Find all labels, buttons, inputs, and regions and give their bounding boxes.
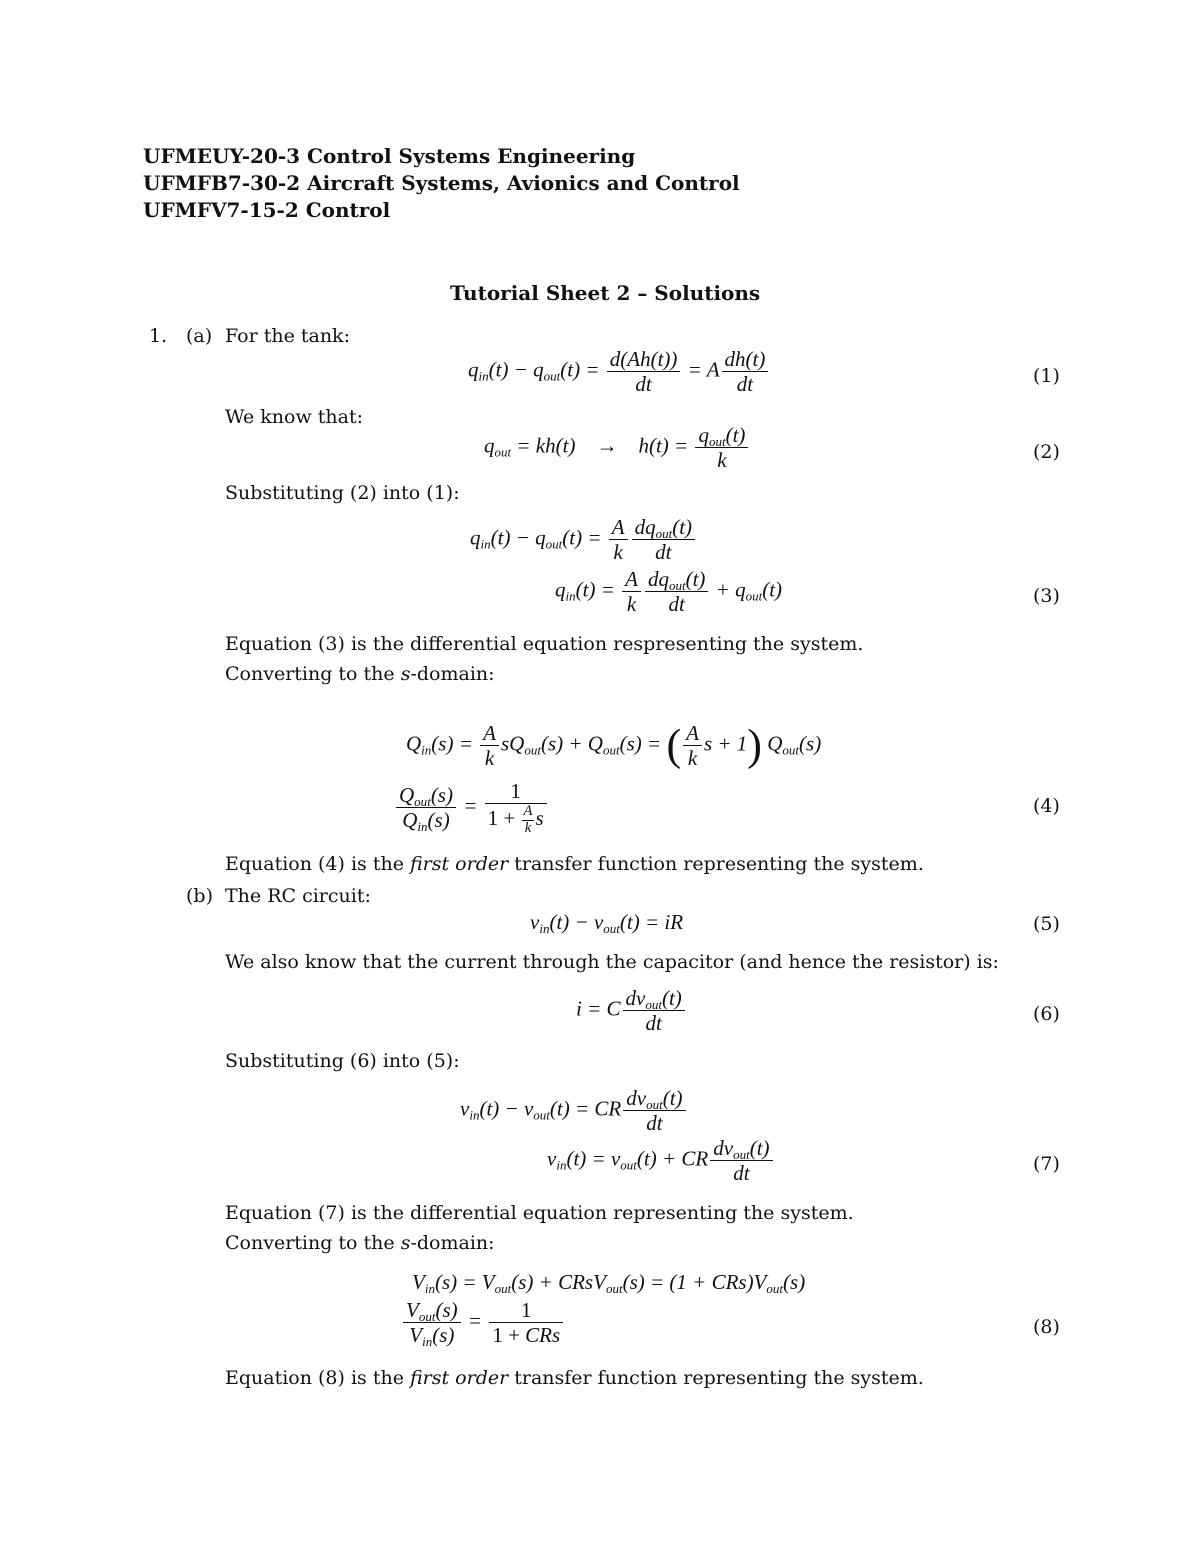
part-b-intro: The RC circuit: <box>225 885 371 907</box>
equation-6: i = C $\frac{dv_{out}(t)}{dt}$ <box>576 986 687 1035</box>
part-a-know: We know that: <box>225 406 363 428</box>
question-number: 1. <box>149 325 168 347</box>
equation-number-5: (5) <box>1033 913 1060 935</box>
equation-4a: $Q_{in}(s)$ = $\frac{A}{k}$ $sQ_{out}(s) + Q_{out}(s)$ = ( $\frac{A}{k}$ s + 1) $Q_{out}(s)$ <box>406 720 822 771</box>
equation-7a: $v_{in}(t) - v_{out}(t)$ = CR $\frac{dv_{out}(t)}{dt}$ <box>460 1086 688 1135</box>
part-b-convert: Converting to the s-domain: <box>225 1232 495 1254</box>
part-b-current-note: We also know that the current through the capacitor (and hence the resistor) is: <box>225 951 999 973</box>
equation-8b: $\frac{V_{out}(s)}{V_{in}(s)}$ = $\frac{1}{\text{1 + CRs}}$ <box>401 1298 565 1347</box>
equation-number-7: (7) <box>1033 1153 1060 1175</box>
course-code-2: UFMFB7-30-2 Aircraft Systems, Avionics and Control <box>143 171 740 195</box>
part-b-diff-note: Equation (7) is the differential equation representing the system. <box>225 1202 854 1224</box>
part-a-convert: Converting to the s-domain: <box>225 663 495 685</box>
equation-3a: $q_{in}(t) - q_{out}(t)$ = $\frac{A}{k}$ $\frac{dq_{out}(t)}{dt}$ <box>470 515 697 564</box>
equation-4b: $\frac{Q_{out}(s)}{Q_{in}(s)}$ = 1 1 + $\frac{A}{k}$ s <box>394 779 549 836</box>
equation-number-3: (3) <box>1033 585 1060 607</box>
equation-3b: $q_{in}(t)$ = $\frac{A}{k}$ $\frac{dq_{out}(t)}{dt}$ + $q_{out}(t)$ <box>555 567 783 617</box>
course-code-1: UFMEUY-20-3 Control Systems Engineering <box>143 144 636 168</box>
equation-number-4: (4) <box>1033 795 1060 817</box>
equation-number-2: (2) <box>1033 441 1060 463</box>
part-a-substitution: Substituting (2) into (1): <box>225 482 460 504</box>
part-a-label: (a) <box>186 325 213 347</box>
equation-number-1: (1) <box>1033 365 1060 387</box>
equation-number-8: (8) <box>1033 1316 1060 1338</box>
equation-2: $q_{out} = kh(t)$ → h(t) = $\frac{q_{out}(t)}{k}$ <box>484 423 750 472</box>
equation-5: $v_{in}(t) - v_{out}(t)$ = iR <box>530 910 684 936</box>
page-title: Tutorial Sheet 2 – Solutions <box>450 281 761 305</box>
course-code-3: UFMFV7-15-2 Control <box>143 198 391 222</box>
part-b-label: (b) <box>186 885 213 907</box>
part-a-intro: For the tank: <box>225 325 350 347</box>
equation-8a: $V_{in}(s) = V_{out}(s)$ + CRsV$_{out}$(s) = $(1 + CRs)V_{out}(s)$ <box>412 1270 806 1296</box>
part-a-tf-note: Equation (4) is the first order transfer function representing the system. <box>225 853 924 875</box>
part-b-substitution: Substituting (6) into (5): <box>225 1050 460 1072</box>
equation-7b: $v_{in}(t) = v_{out}(t)$ + CR $\frac{dv_{out}(t)}{dt}$ <box>547 1136 775 1185</box>
part-a-diff-note: Equation (3) is the differential equation respresenting the system. <box>225 633 864 655</box>
equation-1: $q_{in}(t) - q_{out}(t)$ = $\frac{d(Ah(t))}{dt}$ = A $\frac{dh(t)}{dt}$ <box>468 347 770 396</box>
part-b-tf-note: Equation (8) is the first order transfer function representing the system. <box>225 1367 924 1389</box>
equation-number-6: (6) <box>1033 1003 1060 1025</box>
